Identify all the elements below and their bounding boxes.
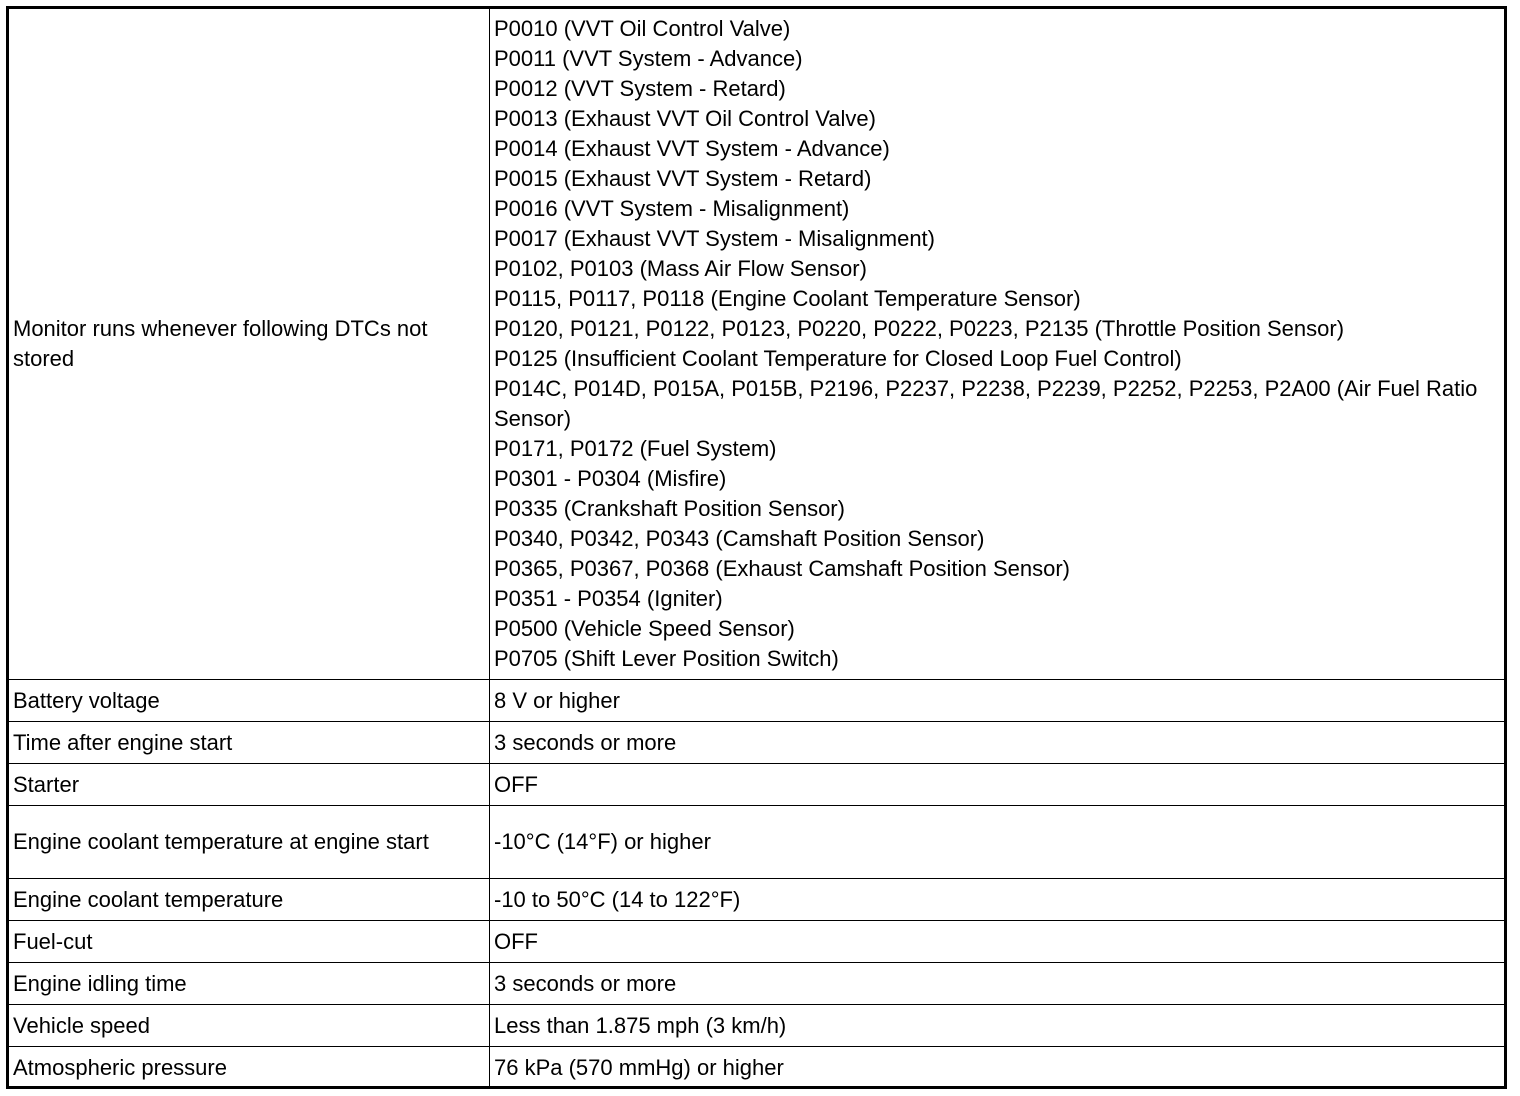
table-row-battery-voltage [9, 680, 1504, 722]
dtc-item: P0365, P0367, P0368 (Exhaust Camshaft Position Sensor) [494, 556, 1071, 581]
condition-label: Time after engine start [9, 722, 490, 764]
dtc-conditions-label: Monitor runs whenever following DTCs not stored [9, 9, 490, 680]
table-row-atmospheric-pressure [9, 1047, 1504, 1089]
table-row-vehicle-speed [9, 1005, 1504, 1047]
dtc-item: P0014 (Exhaust VVT System - Advance) [494, 136, 890, 161]
table-row-fuel-cut [9, 921, 1504, 963]
monitor-conditions-table [9, 9, 1504, 1088]
condition-label: Starter [9, 764, 490, 806]
dtc-item: P0016 (VVT System - Misalignment) [494, 196, 850, 221]
condition-value: OFF [490, 921, 1505, 963]
table-row-coolant-temp-at-start [9, 806, 1504, 879]
conditions-table-frame [6, 6, 1507, 1089]
dtc-item: P0351 - P0354 (Igniter) [494, 586, 723, 611]
dtc-item: P0017 (Exhaust VVT System - Misalignment) [494, 226, 935, 251]
dtc-item: P0102, P0103 (Mass Air Flow Sensor) [494, 256, 867, 281]
table-row-time-after-start [9, 722, 1504, 764]
condition-value: -10°C (14°F) or higher [490, 806, 1505, 879]
condition-label: Battery voltage [9, 680, 490, 722]
condition-value: OFF [490, 764, 1505, 806]
table-row-starter [9, 764, 1504, 806]
condition-value: 8 V or higher [490, 680, 1505, 722]
dtc-item: P0011 (VVT System - Advance) [494, 46, 803, 71]
table-row-dtc-conditions [9, 9, 1504, 680]
dtc-item: P0012 (VVT System - Retard) [494, 76, 786, 101]
condition-value: Less than 1.875 mph (3 km/h) [490, 1005, 1505, 1047]
dtc-item: P0115, P0117, P0118 (Engine Coolant Temperature Sensor) [494, 286, 1081, 311]
dtc-item: P0120, P0121, P0122, P0123, P0220, P0222, P0223, P2135 (Throttle Position Sensor) [494, 316, 1345, 341]
dtc-item: P0500 (Vehicle Speed Sensor) [494, 616, 795, 641]
condition-label: Engine coolant temperature at engine start [9, 806, 490, 879]
condition-label: Fuel-cut [9, 921, 490, 963]
condition-label: Atmospheric pressure [9, 1047, 490, 1089]
dtc-item: P0125 (Insufficient Coolant Temperature for Closed Loop Fuel Control) [494, 346, 1182, 371]
condition-value: 3 seconds or more [490, 963, 1505, 1005]
dtc-item: P014C, P014D, P015A, P015B, P2196, P2237, P2238, P2239, P2252, P2253, P2A00 (Air Fuel Ratio Sensor) [494, 376, 1478, 431]
table-row-idling-time [9, 963, 1504, 1005]
dtc-item: P0335 (Crankshaft Position Sensor) [494, 496, 845, 521]
condition-value: -10 to 50°C (14 to 122°F) [490, 879, 1505, 921]
condition-label: Vehicle speed [9, 1005, 490, 1047]
condition-value: 76 kPa (570 mmHg) or higher [490, 1047, 1505, 1089]
dtc-list-cell [490, 9, 1505, 680]
dtc-item: P0015 (Exhaust VVT System - Retard) [494, 166, 872, 191]
dtc-item: P0010 (VVT Oil Control Valve) [494, 16, 791, 41]
condition-label: Engine idling time [9, 963, 490, 1005]
dtc-item: P0705 (Shift Lever Position Switch) [494, 646, 839, 671]
dtc-item: P0301 - P0304 (Misfire) [494, 466, 727, 491]
dtc-item: P0340, P0342, P0343 (Camshaft Position Sensor) [494, 526, 985, 551]
dtc-item: P0013 (Exhaust VVT Oil Control Valve) [494, 106, 876, 131]
table-row-coolant-temp [9, 879, 1504, 921]
condition-value: 3 seconds or more [490, 722, 1505, 764]
dtc-item: P0171, P0172 (Fuel System) [494, 436, 777, 461]
condition-label: Engine coolant temperature [9, 879, 490, 921]
